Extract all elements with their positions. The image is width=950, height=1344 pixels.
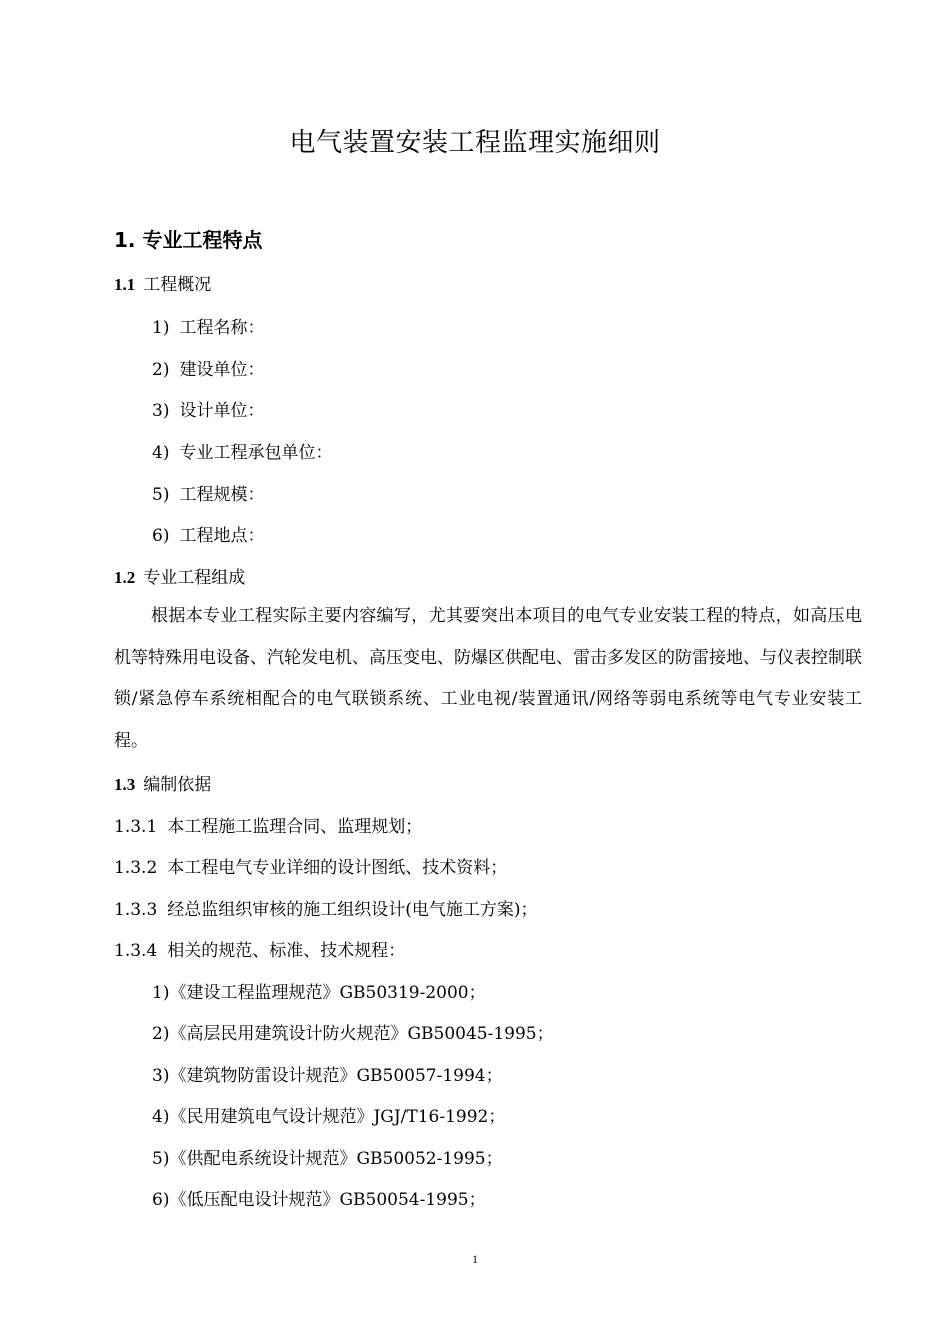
- standard-item: 1)《建设工程监理规范》GB50319-2000；: [152, 983, 486, 1003]
- clause-text: 经总监组织审核的施工组织设计(电气施工方案)；: [167, 900, 538, 920]
- standard-item: 3)《建筑物防雷设计规范》GB50057-1994；: [152, 1066, 503, 1086]
- list-item-text: 工程地点：: [179, 526, 265, 546]
- page-number: 1: [472, 1252, 478, 1266]
- clause-text: 相关的规范、标准、技术规程：: [167, 941, 406, 961]
- list-item-number: 1): [152, 318, 170, 338]
- subsection-heading-1-1: [114, 270, 211, 295]
- subsection-number: 1.1: [114, 275, 136, 294]
- list-item: [152, 355, 264, 380]
- list-item-text: 工程规模：: [179, 485, 265, 505]
- clause-number: 1.3.4: [114, 941, 158, 961]
- standard-item: 4)《民用建筑电气设计规范》JGJ/T16-1992；: [152, 1107, 506, 1127]
- subsection-number: 1.3: [114, 775, 136, 794]
- clause-text: 本工程施工监理合同、监理规划；: [167, 817, 423, 837]
- list-item: [152, 521, 264, 546]
- standard-item: 6)《低压配电设计规范》GB50054-1995；: [152, 1190, 486, 1210]
- list-item-text: 建设单位：: [179, 360, 265, 380]
- list-item-number: 5): [152, 485, 170, 505]
- subsection-heading-1-2: [114, 563, 245, 588]
- clause-text: 本工程电气专业详细的设计图纸、技术资料；: [167, 858, 508, 878]
- list-item: [152, 396, 264, 421]
- list-item-number: 2): [152, 360, 170, 380]
- list-item-number: 6): [152, 526, 170, 546]
- list-item-text: 工程名称：: [179, 318, 265, 338]
- list-item-text: 专业工程承包单位：: [179, 443, 333, 463]
- list-item-number: 3): [152, 401, 170, 421]
- clause-item: [114, 853, 507, 878]
- subsection-number: 1.2: [114, 568, 136, 587]
- standard-item: 5)《供配电系统设计规范》GB50052-1995；: [152, 1149, 503, 1169]
- subsection-label: 工程概况: [143, 275, 212, 295]
- section-heading-1: 1. 专业工程特点: [114, 228, 263, 252]
- list-item-text: 设计单位：: [179, 401, 265, 421]
- body-paragraph: 根据本专业工程实际主要内容编写，尤其要突出本项目的电气专业安装工程的特点，如高压电机等特殊用电设备、汽轮发电机、高压变电、防爆区供配电、雷击多发区的防雷接地、与仪表控制联锁/紧急停车系统相配合的电气联锁系统、工业电视/装置通讯/网络等弱电系统等电气专业安装工程。: [114, 606, 862, 751]
- list-item-number: 4): [152, 443, 170, 463]
- clause-item: [114, 936, 405, 961]
- subsection-label: 专业工程组成: [143, 568, 246, 588]
- list-item: [152, 313, 264, 338]
- list-item: [152, 480, 264, 505]
- subsection-heading-1-3: [114, 770, 211, 795]
- clause-number: 1.3.3: [114, 900, 158, 920]
- clause-number: 1.3.2: [114, 858, 158, 878]
- clause-item: [114, 812, 422, 837]
- clause-number: 1.3.1: [114, 817, 158, 837]
- standard-item: 2)《高层民用建筑设计防火规范》GB50045-1995；: [152, 1024, 554, 1044]
- document-title: 电气装置安装工程监理实施细则: [289, 128, 661, 158]
- clause-item: [114, 895, 538, 920]
- subsection-label: 编制依据: [143, 775, 212, 795]
- list-item: [152, 438, 332, 463]
